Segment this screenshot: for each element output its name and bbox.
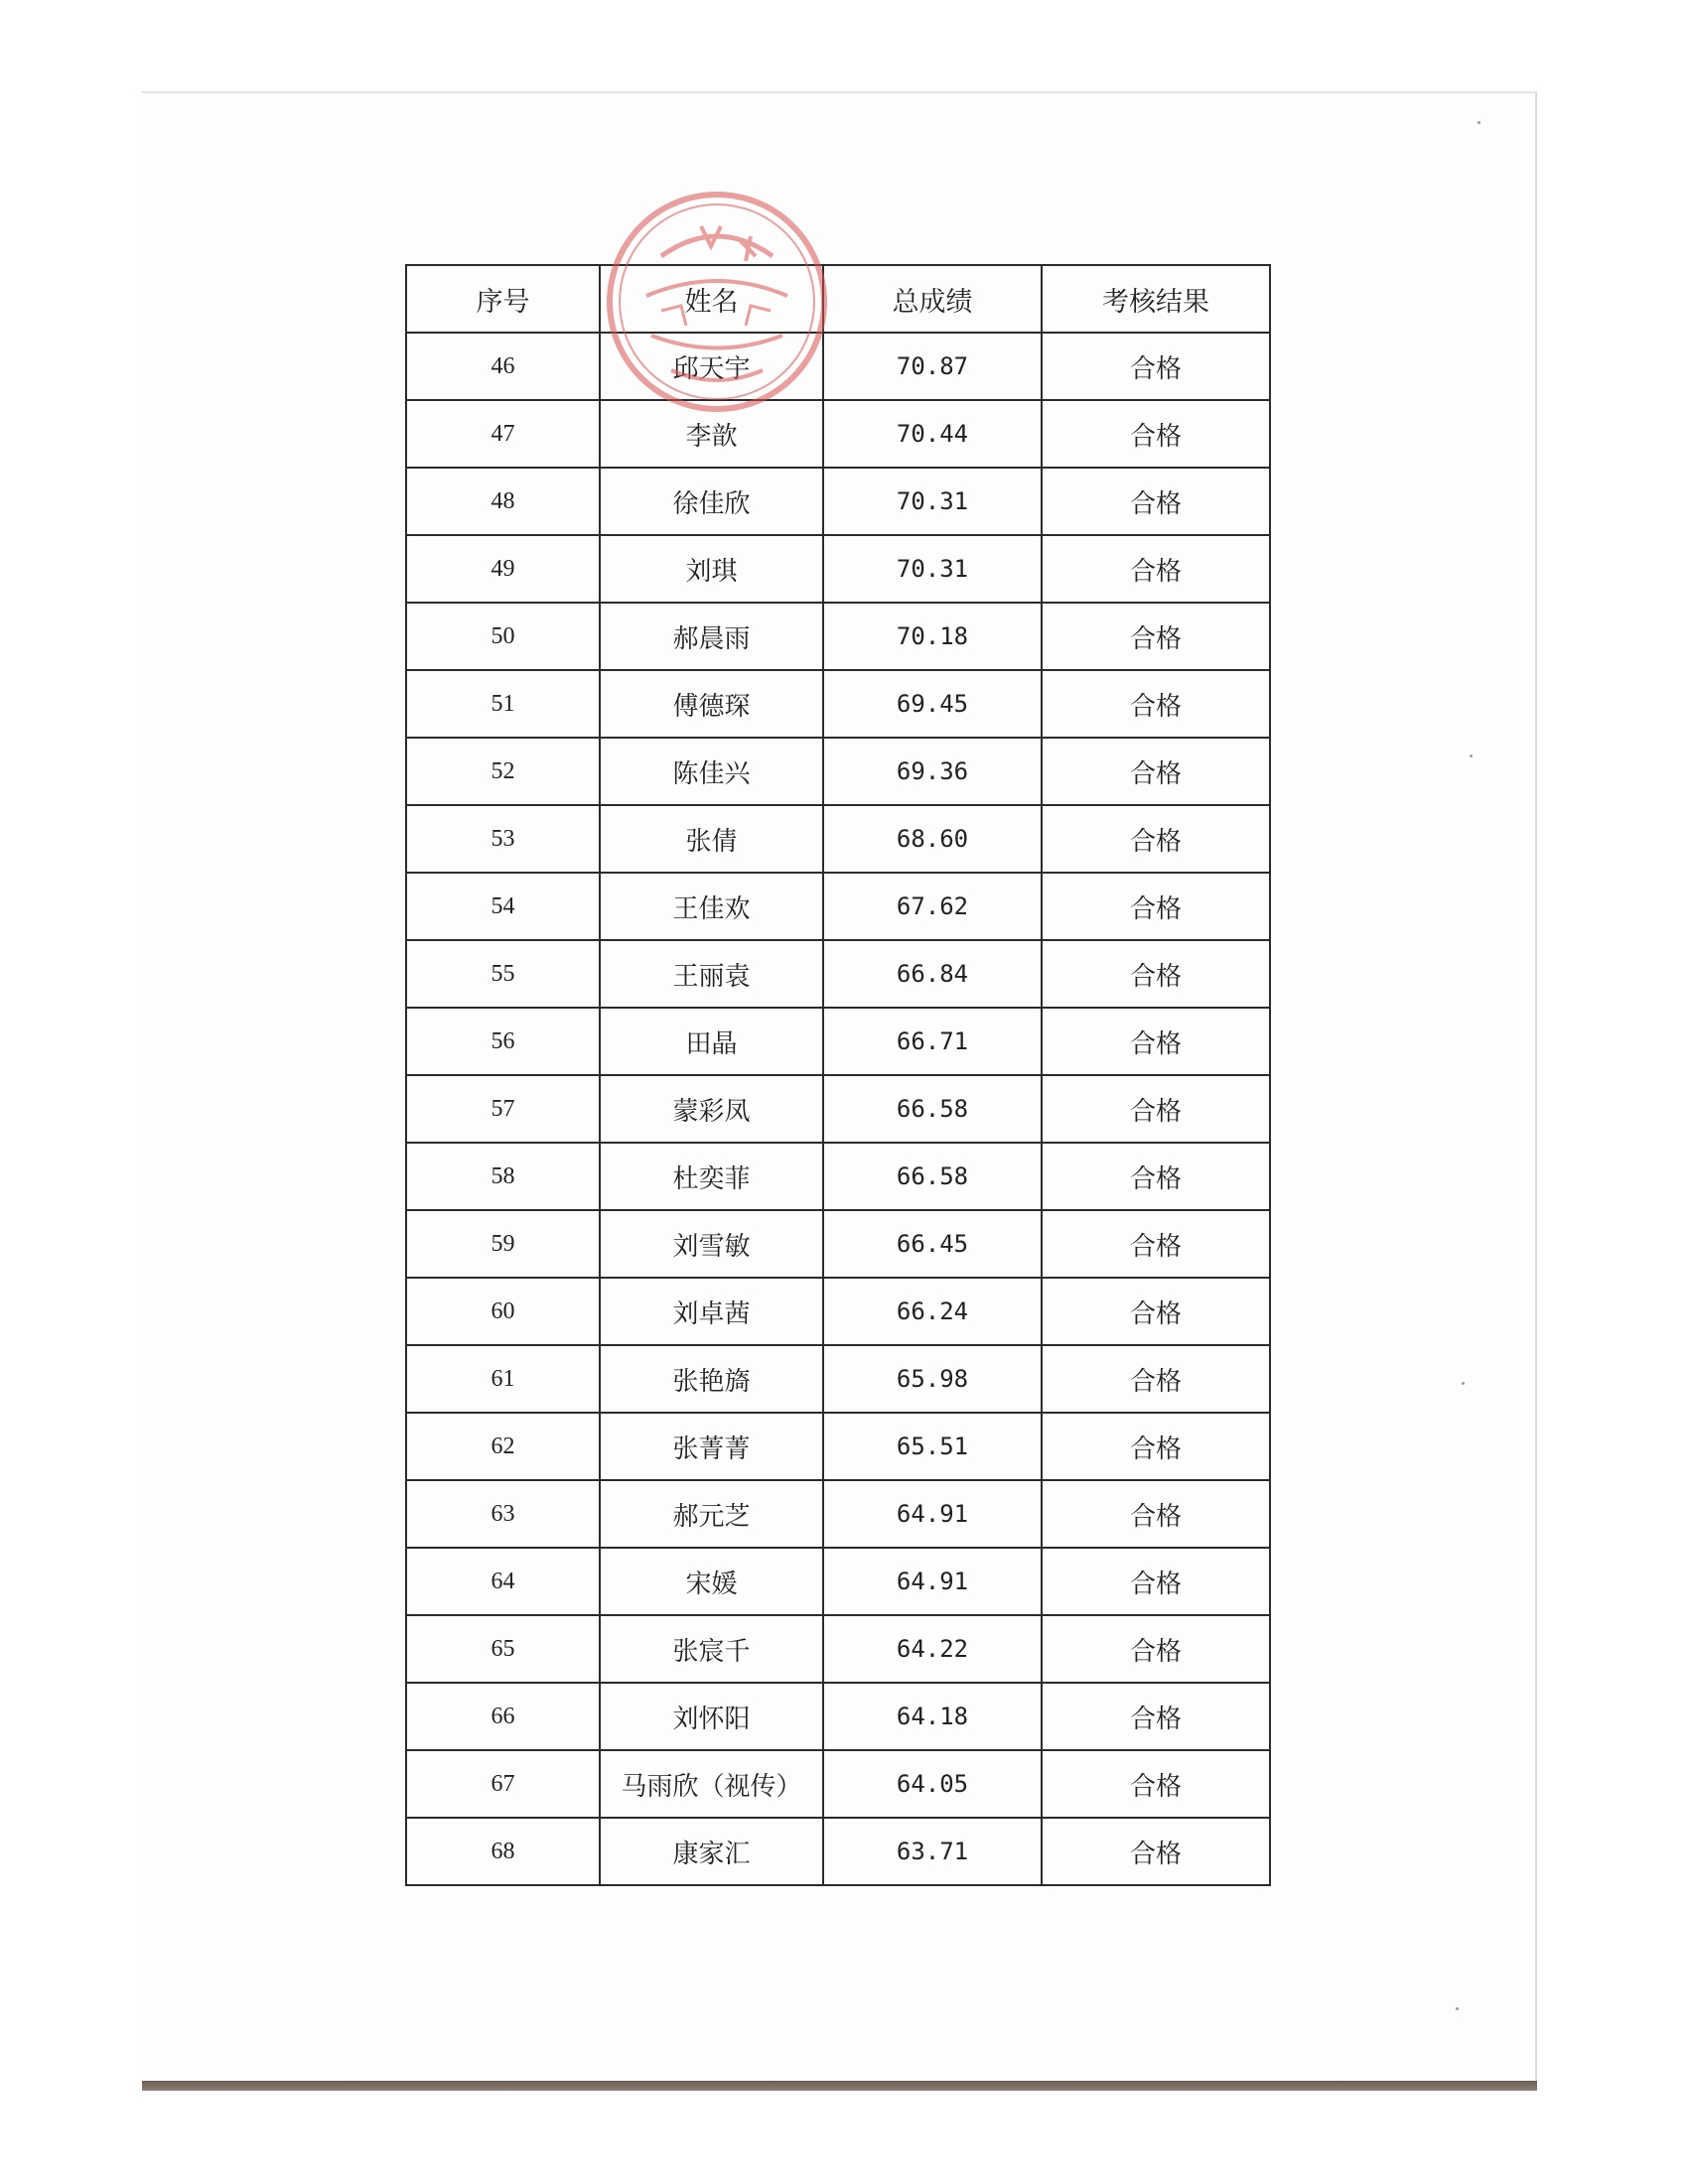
table-row [406,603,1270,670]
cell-score: 66.58 [823,1075,1042,1143]
cell-name: 郝晨雨 [600,603,823,670]
page-bottom-edge [142,2081,1537,2091]
cell-name: 刘雪敏 [600,1210,823,1278]
cell-name: 邱天宇 [600,333,823,400]
cell-score: 70.44 [823,400,1042,468]
table-row [406,940,1270,1008]
cell-seq: 57 [406,1075,600,1143]
cell-result: 合格 [1042,1615,1270,1683]
cell-name: 张菁菁 [600,1413,823,1480]
cell-seq: 54 [406,873,600,940]
cell-score: 70.87 [823,333,1042,400]
cell-score: 65.98 [823,1345,1042,1413]
cell-result: 合格 [1042,1480,1270,1548]
table-body [406,333,1270,1885]
cell-result: 合格 [1042,940,1270,1008]
cell-seq: 51 [406,670,600,738]
cell-result: 合格 [1042,333,1270,400]
cell-seq: 59 [406,1210,600,1278]
score-table [405,264,1271,1886]
cell-name: 郝元芝 [600,1480,823,1548]
cell-score: 64.05 [823,1750,1042,1818]
table-row [406,1615,1270,1683]
cell-seq: 61 [406,1345,600,1413]
cell-result: 合格 [1042,1075,1270,1143]
cell-score: 68.60 [823,805,1042,873]
cell-seq: 63 [406,1480,600,1548]
cell-score: 64.22 [823,1615,1042,1683]
table-row [406,1548,1270,1615]
cell-seq: 66 [406,1683,600,1750]
table-row [406,333,1270,400]
cell-name: 张宸千 [600,1615,823,1683]
cell-name: 王丽袁 [600,940,823,1008]
table-row [406,1075,1270,1143]
cell-result: 合格 [1042,1750,1270,1818]
cell-score: 65.51 [823,1413,1042,1480]
cell-seq: 65 [406,1615,600,1683]
cell-result: 合格 [1042,1683,1270,1750]
cell-name: 蒙彩凤 [600,1075,823,1143]
cell-score: 70.31 [823,468,1042,535]
cell-result: 合格 [1042,535,1270,603]
cell-seq: 58 [406,1143,600,1210]
cell-result: 合格 [1042,1278,1270,1345]
cell-seq: 46 [406,333,600,400]
header-seq: 序号 [406,265,600,333]
cell-result: 合格 [1042,670,1270,738]
cell-seq: 56 [406,1008,600,1075]
cell-result: 合格 [1042,1143,1270,1210]
cell-name: 刘怀阳 [600,1683,823,1750]
cell-name: 马雨欣（视传） [600,1750,823,1818]
cell-seq: 52 [406,738,600,805]
cell-seq: 48 [406,468,600,535]
cell-result: 合格 [1042,1210,1270,1278]
cell-score: 66.71 [823,1008,1042,1075]
cell-result: 合格 [1042,805,1270,873]
cell-name: 王佳欢 [600,873,823,940]
cell-name: 刘卓茜 [600,1278,823,1345]
cell-score: 64.91 [823,1480,1042,1548]
table-row [406,535,1270,603]
header-name: 姓名 [600,265,823,333]
cell-score: 69.36 [823,738,1042,805]
table-row [406,1750,1270,1818]
table-row [406,738,1270,805]
cell-name: 康家汇 [600,1818,823,1885]
cell-result: 合格 [1042,738,1270,805]
cell-seq: 67 [406,1750,600,1818]
cell-result: 合格 [1042,1345,1270,1413]
cell-result: 合格 [1042,400,1270,468]
cell-seq: 60 [406,1278,600,1345]
cell-score: 63.71 [823,1818,1042,1885]
header-result: 考核结果 [1042,265,1270,333]
cell-score: 64.18 [823,1683,1042,1750]
scan-speck [1470,754,1473,757]
cell-score: 67.62 [823,873,1042,940]
cell-score: 66.45 [823,1210,1042,1278]
cell-name: 陈佳兴 [600,738,823,805]
cell-name: 傅德琛 [600,670,823,738]
table-row [406,670,1270,738]
cell-name: 宋媛 [600,1548,823,1615]
table-row [406,1683,1270,1750]
cell-name: 张艳旖 [600,1345,823,1413]
cell-score: 70.18 [823,603,1042,670]
cell-score: 66.84 [823,940,1042,1008]
cell-result: 合格 [1042,603,1270,670]
cell-result: 合格 [1042,873,1270,940]
cell-score: 66.58 [823,1143,1042,1210]
cell-result: 合格 [1042,1548,1270,1615]
table-row [406,1818,1270,1885]
cell-score: 64.91 [823,1548,1042,1615]
cell-name: 刘琪 [600,535,823,603]
table-row [406,1008,1270,1075]
cell-score: 66.24 [823,1278,1042,1345]
table-row [406,1413,1270,1480]
scan-speck [1456,2007,1459,2010]
cell-result: 合格 [1042,1008,1270,1075]
cell-name: 徐佳欣 [600,468,823,535]
cell-name: 李歆 [600,400,823,468]
table-row [406,1143,1270,1210]
cell-seq: 62 [406,1413,600,1480]
table-row [406,468,1270,535]
cell-result: 合格 [1042,468,1270,535]
table-row [406,1480,1270,1548]
scan-speck [1477,121,1480,124]
cell-seq: 55 [406,940,600,1008]
table-header-row [406,265,1270,333]
table-row [406,400,1270,468]
table-row [406,873,1270,940]
cell-score: 69.45 [823,670,1042,738]
scan-speck [1462,1382,1465,1385]
cell-score: 70.31 [823,535,1042,603]
table-row [406,805,1270,873]
table-row [406,1210,1270,1278]
cell-seq: 49 [406,535,600,603]
cell-result: 合格 [1042,1413,1270,1480]
cell-name: 田晶 [600,1008,823,1075]
cell-seq: 50 [406,603,600,670]
cell-seq: 68 [406,1818,600,1885]
cell-seq: 53 [406,805,600,873]
table-row [406,1278,1270,1345]
table-row [406,1345,1270,1413]
cell-result: 合格 [1042,1818,1270,1885]
cell-name: 张倩 [600,805,823,873]
cell-seq: 47 [406,400,600,468]
header-score: 总成绩 [823,265,1042,333]
cell-seq: 64 [406,1548,600,1615]
cell-name: 杜奕菲 [600,1143,823,1210]
